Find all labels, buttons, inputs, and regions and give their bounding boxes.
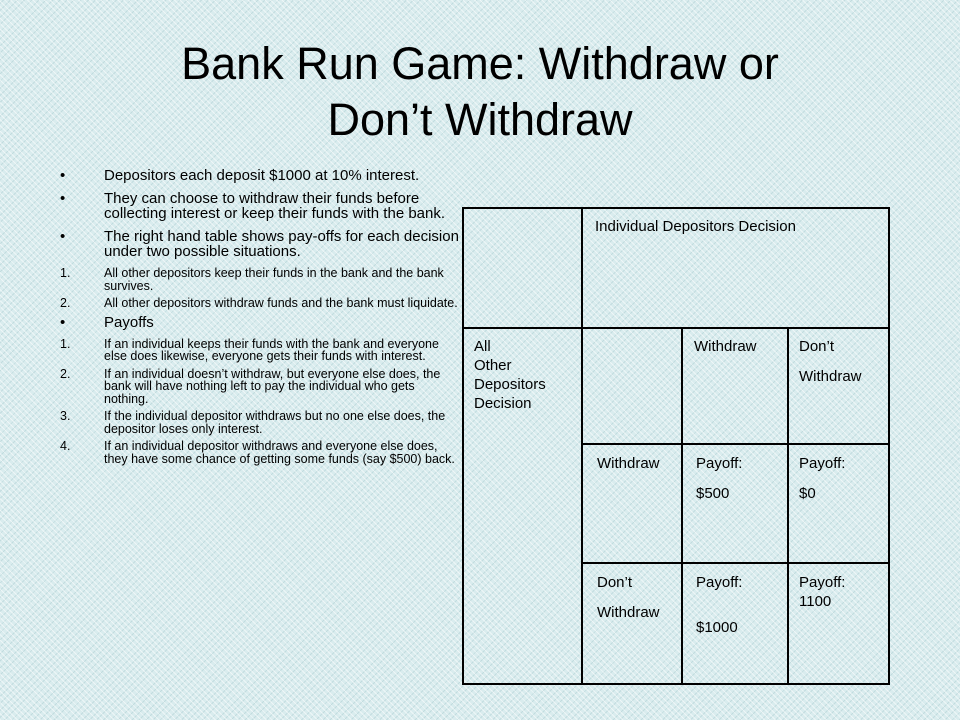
payoff-item <box>58 410 460 435</box>
payoff-value: $500 <box>696 485 730 502</box>
bullet-marker: • <box>60 228 66 245</box>
payoff-item <box>58 440 460 465</box>
list-number: 2. <box>60 296 71 310</box>
payoff-label: Payoff: <box>799 574 846 591</box>
situation-text: All other depositors keep their funds in the bank and the bank survives. <box>104 266 444 293</box>
situation-item <box>58 297 460 310</box>
description-column <box>58 168 460 470</box>
payoff-label: Payoff: <box>696 574 743 591</box>
row-header-withdraw <box>597 454 681 473</box>
payoffs-heading <box>58 315 460 330</box>
table-divider <box>464 327 888 329</box>
list-number: 1. <box>60 266 71 280</box>
row-header-text: Withdraw <box>597 604 660 621</box>
payoff-label: Payoff: <box>696 455 743 472</box>
payoff-label: Payoff: <box>799 455 846 472</box>
row-label-line: All <box>474 338 491 355</box>
payoff-item <box>58 338 460 363</box>
bullet-text: Depositors each deposit $1000 at 10% interest. <box>104 167 420 184</box>
col-header-text: Withdraw <box>694 338 757 355</box>
bullet-marker: • <box>60 167 66 184</box>
payoff-text: If an individual keeps their funds with the bank and everyone else does likewise, everyone gets their funds with interest. <box>104 336 439 363</box>
bullet-text: They can choose to withdraw their funds before collecting interest or keep their funds with the bank. <box>104 190 446 222</box>
payoff-text: If an individual depositor withdraws and everyone else does, they have some chance of getting some funds (say $500) back. <box>104 439 455 466</box>
payoff-value: $0 <box>799 485 816 502</box>
title-line-1: Bank Run Game: Withdraw or <box>181 38 779 89</box>
table-header: Individual Depositors Decision <box>595 218 796 235</box>
payoff-matrix-table <box>462 207 890 685</box>
slide-title <box>60 36 900 148</box>
situation-text: All other depositors withdraw funds and the bank must liquidate. <box>104 296 458 310</box>
bullet-marker: • <box>60 190 66 207</box>
payoff-text: If an individual doesn’t withdraw, but everyone else does, the bank will have nothing left to pay the individual who gets nothing. <box>104 366 441 406</box>
payoff-cell-withdraw-dont <box>799 454 887 503</box>
row-header-dont-withdraw <box>597 573 681 622</box>
col-header-text: Withdraw <box>799 368 862 385</box>
situation-item <box>58 267 460 292</box>
payoffs-heading-text: Payoffs <box>104 313 154 331</box>
col-header-text: Don’t <box>799 338 835 355</box>
col-header-dont-withdraw <box>799 337 887 386</box>
table-divider <box>787 329 789 683</box>
payoff-value: 1100 <box>799 593 832 610</box>
col-header-withdraw <box>694 337 784 356</box>
payoff-cell-withdraw-withdraw <box>696 454 784 503</box>
payoff-cell-dont-withdraw <box>696 573 784 637</box>
row-group-label <box>474 337 578 413</box>
row-label-line: Decision <box>474 395 532 412</box>
payoff-text: If the individual depositor withdraws but no one else does, the depositor loses only interest. <box>104 409 446 436</box>
table-divider <box>581 443 888 445</box>
bullet-marker: • <box>60 313 66 331</box>
list-number: 1. <box>60 336 71 351</box>
payoff-item <box>58 368 460 406</box>
row-label-line: Other Depositors <box>474 357 546 393</box>
table-divider <box>581 209 583 683</box>
bullet-item <box>58 229 460 259</box>
payoff-cell-dont-dont <box>799 573 887 611</box>
table-divider <box>681 329 683 683</box>
list-number: 3. <box>60 409 71 423</box>
table-divider <box>581 562 888 564</box>
list-number: 4. <box>60 439 71 453</box>
row-header-text: Withdraw <box>597 455 660 472</box>
bullet-item <box>58 191 460 221</box>
list-number: 2. <box>60 366 71 381</box>
payoff-value: $1000 <box>696 619 738 636</box>
bullet-item <box>58 168 460 183</box>
bullet-text: The right hand table shows pay-offs for each decision under two possible situations. <box>104 228 459 260</box>
row-header-text: Don’t <box>597 574 633 591</box>
title-line-2: Don’t Withdraw <box>327 94 633 145</box>
table-header-cell <box>595 217 885 236</box>
